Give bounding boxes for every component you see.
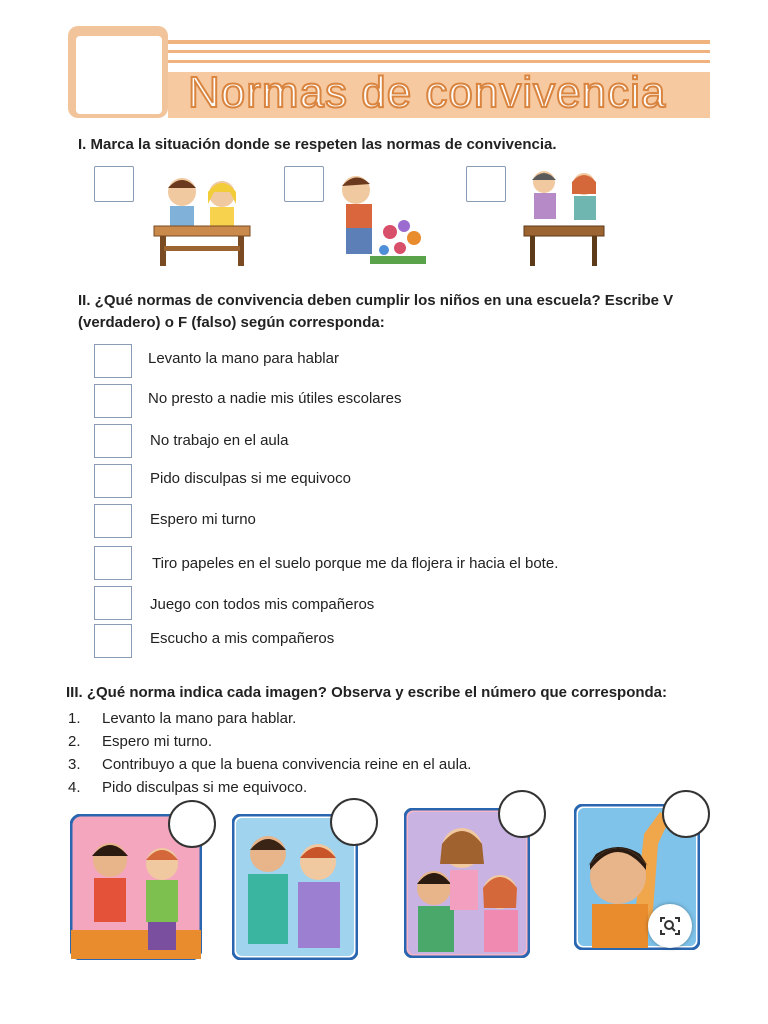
visual-search-button[interactable]: [648, 904, 692, 948]
answer-circle-4[interactable]: [662, 790, 710, 838]
statement-4: Pido disculpas si me equivoco: [150, 470, 351, 487]
vf-answer-box-4[interactable]: [94, 464, 132, 498]
header-stripe: [168, 40, 710, 44]
vf-answer-box-7[interactable]: [94, 586, 132, 620]
children-arguing-at-table-icon: [522, 168, 606, 270]
option-1: [68, 710, 296, 727]
vf-answer-box-2[interactable]: [94, 384, 132, 418]
option-2-number: 2.: [68, 733, 81, 750]
statement-3: No trabajo en el aula: [150, 432, 289, 449]
option-1-text: Levanto la mano para hablar.: [102, 710, 297, 727]
two-children-studying-at-desk-icon: [150, 170, 254, 270]
statement-7: Juego con todos mis compañeros: [150, 596, 375, 613]
statement-6: Tiro papeles en el suelo porque me da flojera ir hacia el bote.: [152, 555, 559, 572]
option-3: [68, 756, 471, 773]
section3-heading: III. ¿Qué norma indica cada imagen? Observa y escribe el número que corresponda:: [66, 684, 668, 701]
option-2-text: Espero mi turno.: [102, 733, 213, 750]
child-picking-flowers-icon: [330, 168, 428, 268]
option-4-text: Pido disculpas si me equivoco.: [102, 779, 308, 796]
section1-checkbox-1[interactable]: [94, 166, 134, 202]
vf-answer-box-8[interactable]: [94, 624, 132, 658]
option-2: [68, 733, 212, 750]
section2-heading-line1: II. ¿Qué normas de convivencia deben cumplir los niños en una escuela? Escribe V: [78, 292, 674, 309]
option-4: [68, 779, 307, 796]
header-stripe: [168, 50, 710, 53]
visual-search-icon: [658, 914, 682, 938]
vf-answer-box-3[interactable]: [94, 424, 132, 458]
vf-answer-box-1[interactable]: [94, 344, 132, 378]
answer-circle-2[interactable]: [330, 798, 378, 846]
section1-checkbox-3[interactable]: [466, 166, 506, 202]
option-3-text: Contribuyo a que la buena convivencia reine en el aula.: [102, 756, 472, 773]
header-stripe: [168, 60, 710, 63]
statement-8: Escucho a mis compañeros: [150, 630, 335, 647]
section1-checkbox-2[interactable]: [284, 166, 324, 202]
section1-heading: I. Marca la situación donde se respeten las normas de convivencia.: [78, 136, 557, 153]
statement-2: No presto a nadie mis útiles escolares: [148, 390, 402, 407]
vf-answer-box-5[interactable]: [94, 504, 132, 538]
option-3-number: 3.: [68, 756, 81, 773]
option-4-number: 4.: [68, 779, 81, 796]
answer-circle-3[interactable]: [498, 790, 546, 838]
section2-heading-line2: (verdadero) o F (falso) según corresponda:: [78, 314, 385, 331]
page-title: Normas de convivencia: [188, 68, 667, 117]
statement-5: Espero mi turno: [150, 511, 256, 528]
vf-answer-box-6[interactable]: [94, 546, 132, 580]
answer-circle-1[interactable]: [168, 800, 216, 848]
option-1-number: 1.: [68, 710, 81, 727]
header-tab-blank: [76, 36, 162, 114]
statement-1: Levanto la mano para hablar: [148, 350, 339, 367]
